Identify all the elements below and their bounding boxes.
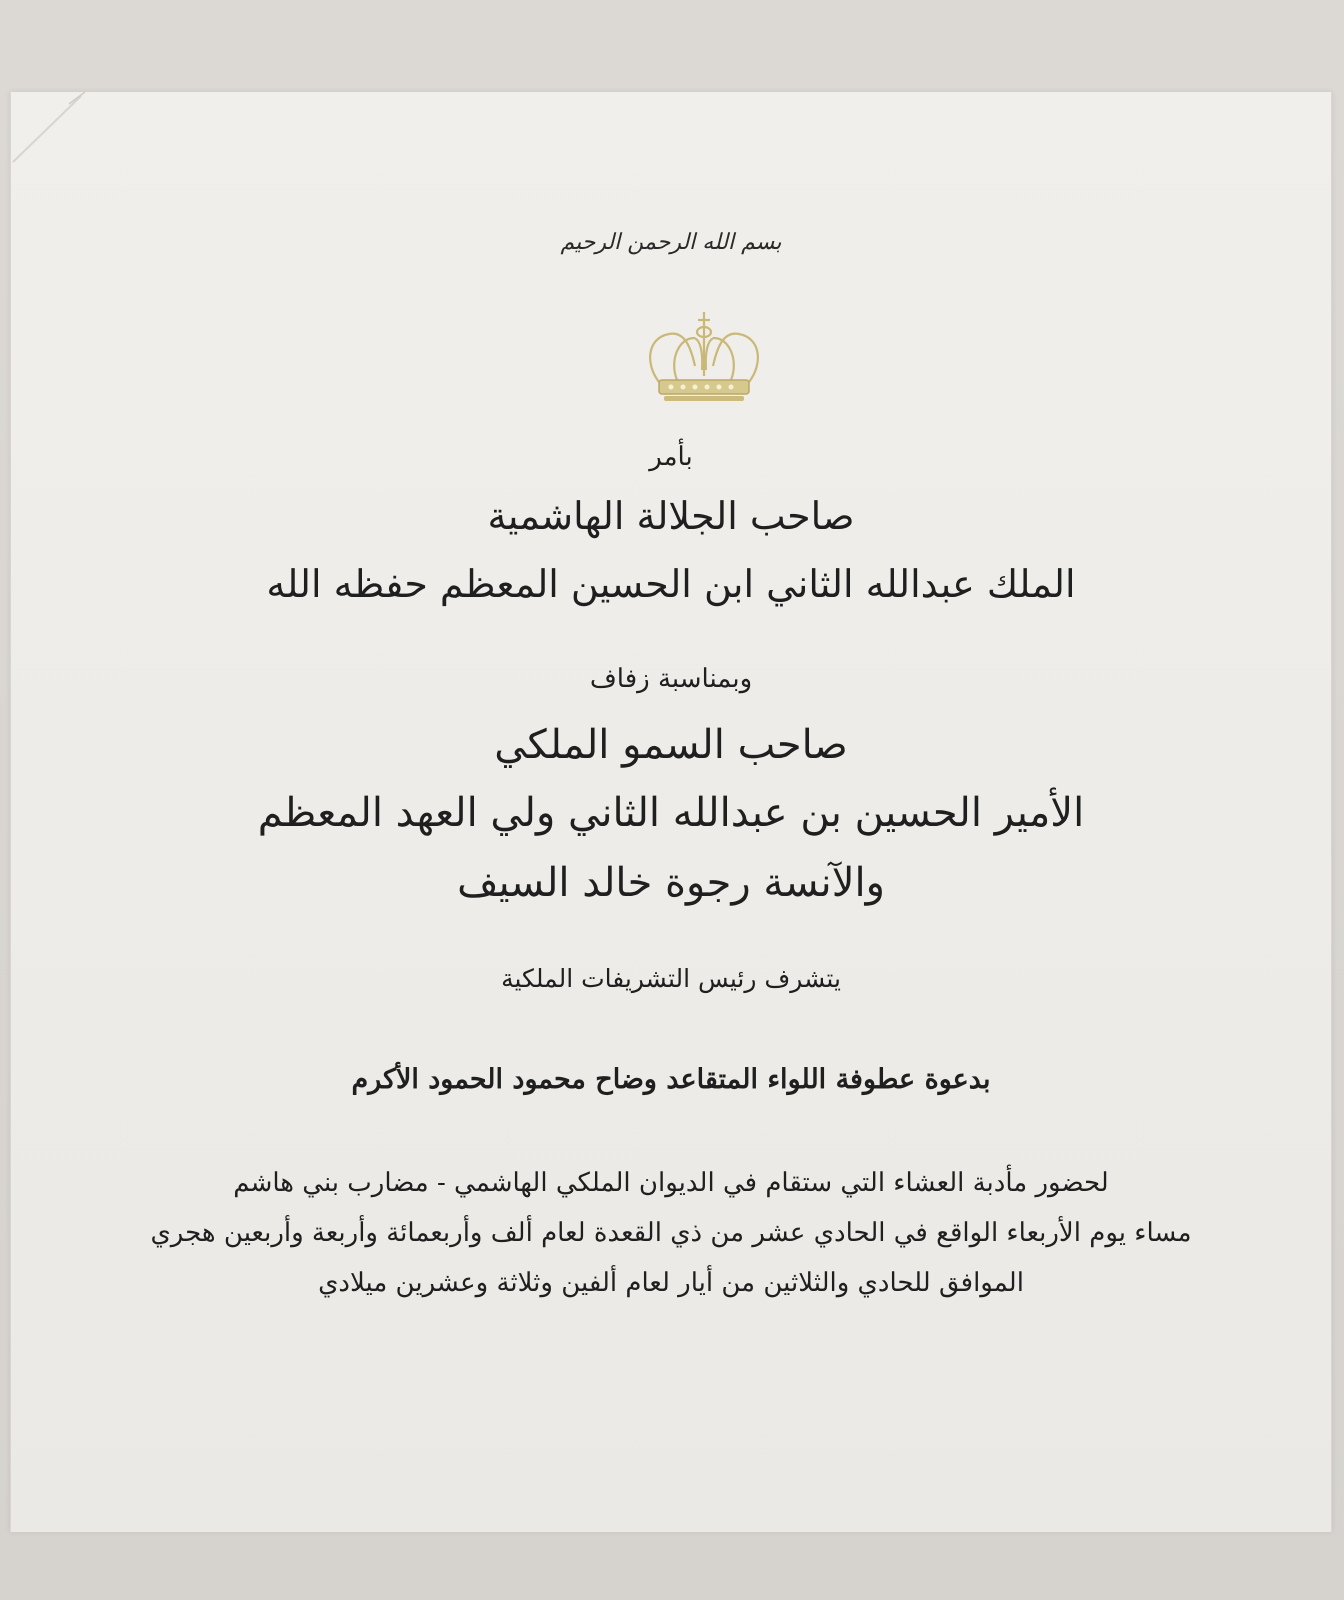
honored-by-text: يتشرف رئيس التشريفات الملكية: [501, 964, 841, 993]
invitation-text: [11, 92, 1331, 1532]
crown-icon: [639, 304, 769, 404]
his-majesty-title: صاحب الجلالة الهاشمية: [487, 494, 855, 538]
invitation-card: [10, 92, 1332, 1532]
royal-highness-title: صاحب السمو الملكي: [494, 722, 848, 768]
prince-name: الأمير الحسين بن عبدالله الثاني ولي العهد المعظم: [257, 790, 1085, 836]
event-gregorian-date-line: الموافق للحادي والثلاثين من أيار لعام ألفين وثلاثة وعشرين ميلادي: [318, 1268, 1024, 1298]
event-date-line: مساء يوم الأربعاء الواقع في الحادي عشر من ذي القعدة لعام ألف وأربعمائة وأربعة وأربعين هجري: [150, 1218, 1192, 1248]
host-invitation-text: بدعوة عطوفة اللواء المتقاعد وضاح محمود الحمود الأكرم: [351, 1064, 991, 1095]
occasion-text: وبمناسبة زفاف: [589, 664, 753, 694]
by-order-text: بأمر: [649, 442, 693, 472]
bismillah-calligraphy: بسم الله الرحمن الرحيم: [560, 230, 782, 255]
event-details-line: لحضور مأدبة العشاء التي ستقام في الديوان الملكي الهاشمي - مضارب بني هاشم: [233, 1168, 1109, 1198]
king-name: الملك عبدالله الثاني ابن الحسين المعظم حفظه الله: [266, 562, 1076, 606]
bride-name: والآنسة رجوة خالد السيف: [457, 860, 885, 906]
